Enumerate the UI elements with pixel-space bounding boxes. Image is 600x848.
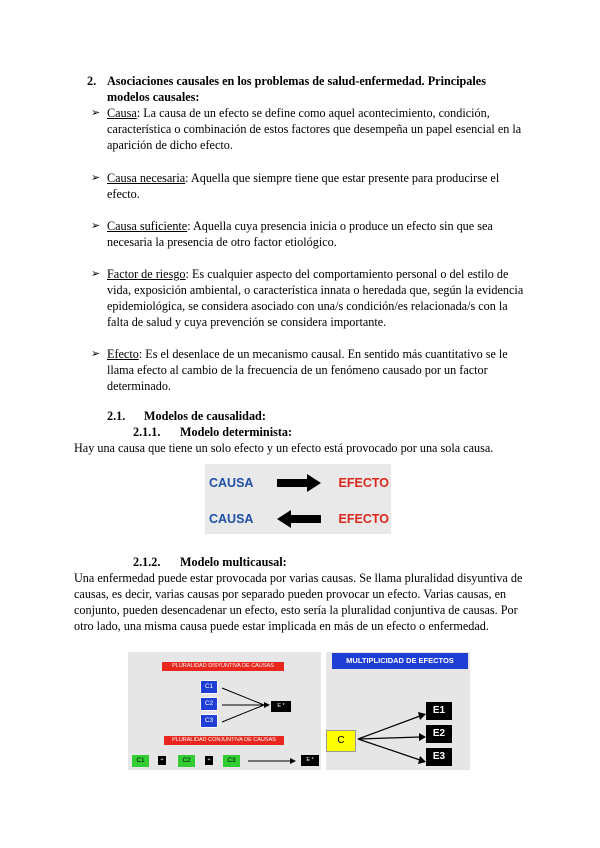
effect-e-box: E * — [301, 755, 319, 766]
multiplicity-of-effects-figure — [326, 652, 470, 770]
cause-c3-box: C3 — [223, 755, 240, 767]
bullet-term: Efecto — [107, 347, 139, 361]
bullet-term: Factor de riesgo — [107, 267, 186, 281]
section-2-title-line1: Asociaciones causales en los problemas de salud-enfermedad. Principales — [107, 74, 486, 88]
section-2-1-number: 2.1. — [107, 409, 126, 423]
section-2-1-2-number: 2.1.2. — [133, 555, 161, 569]
effect-e2-box: E2 — [426, 725, 452, 743]
bullet-text: : Aquella que siempre tiene que estar presente para producirse el efecto. — [107, 171, 500, 201]
plus-sign: + — [205, 756, 213, 765]
bullet-term: Causa necesaria — [107, 171, 186, 185]
multiplicity-title: MULTIPLICIDAD DE EFECTOS — [332, 653, 468, 669]
effect-e3-box: E3 — [426, 748, 452, 766]
arrow-right-icon — [277, 474, 321, 492]
arrow-bullet-icon: ➢ — [91, 219, 101, 232]
cause-c3-box: C3 — [200, 714, 218, 728]
cause-c2-box: C2 — [200, 697, 218, 711]
section-2-1-2-title: Modelo multicausal: — [180, 555, 287, 569]
section-2-title-line2: modelos causales: — [107, 90, 200, 104]
section-2-title — [107, 73, 537, 105]
section-2-1-1-number: 2.1.1. — [133, 425, 161, 439]
bullet-causa-suficiente — [107, 218, 527, 250]
effect-to-cause-row — [205, 504, 391, 534]
bullet-causa-necesaria — [107, 170, 527, 202]
determinist-model-figure — [205, 464, 391, 534]
diverging-arrows-icon — [356, 710, 426, 768]
section-2-1-title: Modelos de causalidad: — [144, 409, 266, 423]
bullet-efecto — [107, 346, 527, 394]
effect-label: EFECTO — [338, 476, 389, 490]
converging-arrows-icon — [220, 682, 272, 728]
plurality-of-causes-figure — [128, 652, 321, 770]
arrow-bullet-icon: ➢ — [91, 347, 101, 360]
cause-c1-box: C1 — [200, 680, 218, 694]
bullet-text: : Es el desenlace de un mecanismo causal. En sentido más cuantitativo se le llama efecto al cambio de la frecuencia de un fenómeno causado por un factor determinado. — [107, 347, 508, 393]
paragraph-determinista: Hay una causa que tiene un solo efecto y un efecto está provocado por una sola causa. — [74, 441, 494, 455]
bullet-causa — [107, 105, 527, 153]
section-2-number: 2. — [87, 74, 97, 88]
plus-sign: + — [158, 756, 166, 765]
cause-to-effect-row — [205, 468, 391, 498]
cause-c2-box: C2 — [178, 755, 195, 767]
bullet-text: : La causa de un efecto se define como aquel acontecimiento, condición, característica o combinación de estos factores que desempeña un papel esencial en la aparición de dicho efecto. — [107, 106, 522, 152]
bullet-text: : Es cualquier aspecto del comportamiento personal o del estilo de vida, exposición ambiental, o característica innata o heredada que, según la evidencia epidemiológica, se considera asociado con una/s condición/es relacionada/s con la falta de salud y cuya prevención se considera importante. — [107, 267, 524, 329]
effect-e-box: E * — [271, 701, 291, 712]
arrow-bullet-icon: ➢ — [91, 267, 101, 280]
effect-e1-box: E1 — [426, 702, 452, 720]
bullet-term: Causa suficiente — [107, 219, 188, 233]
disjunctive-plurality-label: PLURALIDAD DISYUNTIVA DE CAUSAS — [162, 662, 284, 671]
bullet-text: : Aquella cuya presencia inicia o produce un efecto sin que sea necesaria la presencia de otro factor etiológico. — [107, 219, 493, 249]
bullet-factor-riesgo — [107, 266, 527, 330]
arrow-bullet-icon: ➢ — [91, 171, 101, 184]
arrow-bullet-icon: ➢ — [91, 106, 101, 119]
cause-c-box: C — [326, 730, 356, 752]
section-2-1-1-title: Modelo determinista: — [180, 425, 293, 439]
cause-c1-box: C1 — [132, 755, 149, 767]
cause-label: CAUSA — [209, 512, 254, 526]
bullet-term: Causa — [107, 106, 137, 120]
conjunctive-plurality-label: PLURALIDAD CONJUNTIVA DE CAUSAS — [164, 736, 284, 745]
cause-label: CAUSA — [209, 476, 254, 490]
effect-label: EFECTO — [338, 512, 389, 526]
paragraph-multicausal: Una enfermedad puede estar provocada por varias causas. Se llama pluralidad disyuntiva de causas, es decir, varias causas por separado pueden provocar un efecto. Varias causas, en conjunto, pueden desencadenar un efecto, esto sería la pluralidad conjuntiva de causas. Por otro lado, una misma causa puede estar implicada en más de un efecto o enfermedad. — [74, 571, 523, 633]
arrow-left-icon — [277, 510, 321, 528]
arrow-right-icon — [248, 757, 296, 765]
